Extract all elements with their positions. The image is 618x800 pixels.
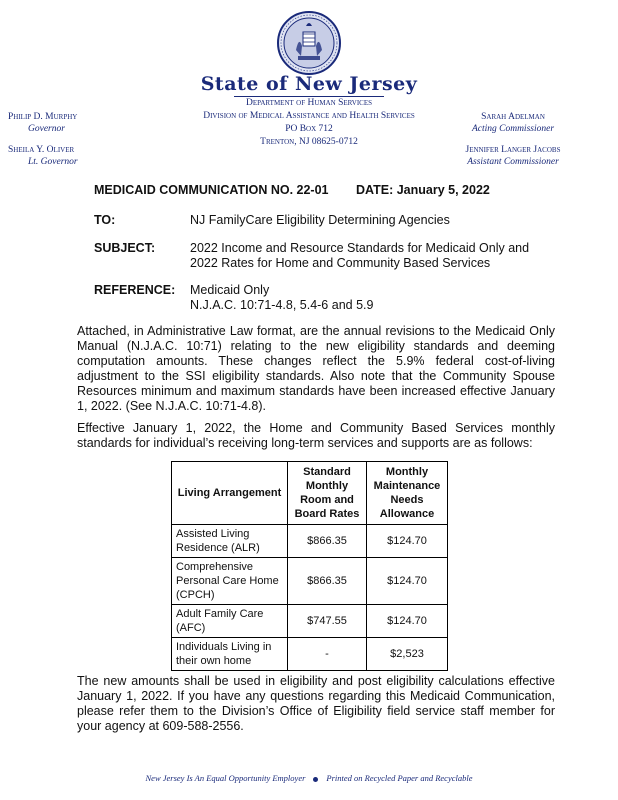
cell-arrangement: Assisted Living Residence (ALR): [172, 525, 288, 558]
paragraph-effective: Effective January 1, 2022, the Home and Community Based Services monthly standards for individual’s receiving long-term services and supports are as follows:: [77, 421, 555, 450]
paragraph-revisions: Attached, in Administrative Law format, are the annual revisions to the Medicaid Only Manual (N.J.A.C. 10:71) relating to the new eligibility standards and deeming computation amounts. These changes reflect the 5.9% federal cost-of-living adjustment to the SSI eligibility standards. Also note that the Community Spouse Resources minimum and maximum standards have been increased effective January 1, 2022. (See N.J.A.C. 10:71-4.8).: [77, 324, 555, 413]
po-box: PO Box 712: [285, 124, 333, 134]
header-room-board: Standard Monthly Room and Board Rates: [288, 462, 367, 525]
header-allowance: Monthly Maintenance Needs Allowance: [367, 462, 448, 525]
lt-governor-title: Lt. Governor: [28, 157, 78, 167]
footer-recycled: Printed on Recycled Paper and Recyclable: [326, 773, 473, 783]
table-row: [172, 638, 448, 671]
reference-value: [190, 283, 560, 313]
cell-allowance: $2,523: [367, 638, 448, 671]
cell-room-board: -: [288, 638, 367, 671]
cell-arrangement: Comprehensive Personal Care Home (CPCH): [172, 558, 288, 605]
cell-arrangement: Adult Family Care (AFC): [172, 605, 288, 638]
bullet-icon: [313, 777, 318, 782]
reference-line-2: N.J.A.C. 10:71-4.8, 5.4-6 and 5.9: [190, 298, 374, 312]
cell-arrangement: Individuals Living in their own home: [172, 638, 288, 671]
lt-governor-name: Sheila Y. Oliver: [8, 145, 75, 155]
reference-line-1: Medicaid Only: [190, 283, 270, 297]
governor-block: [8, 111, 78, 168]
to-value: NJ FamilyCare Eligibility Determining Agencies: [190, 213, 450, 227]
table-row: [172, 605, 448, 638]
cell-allowance: $124.70: [367, 525, 448, 558]
reference-label: REFERENCE:: [94, 283, 176, 297]
communication-number: MEDICAID COMMUNICATION NO. 22-01: [94, 183, 329, 197]
division-name: Division of Medical Assistance and Health Services: [203, 111, 415, 121]
rates-table: [171, 461, 448, 671]
state-seal-icon: [276, 10, 342, 76]
cell-room-board: $866.35: [288, 558, 367, 605]
table-row: [172, 558, 448, 605]
to-label: TO:: [94, 213, 116, 227]
table-header-row: [172, 462, 448, 525]
subject-value: 2022 Income and Resource Standards for Medicaid Only and 2022 Rates for Home and Community Based Services: [190, 241, 530, 270]
header-living-arrangement: Living Arrangement: [172, 462, 288, 525]
cell-room-board: $866.35: [288, 525, 367, 558]
state-title: State of New Jersey: [0, 73, 618, 97]
cell-room-board: $747.55: [288, 605, 367, 638]
city-zip: Trenton, NJ 08625-0712: [260, 137, 358, 147]
assistant-commissioner-name: Jennifer Langer Jacobs: [465, 145, 561, 155]
governor-name: Philip D. Murphy: [8, 112, 78, 122]
cell-allowance: $124.70: [367, 558, 448, 605]
assistant-commissioner-title: Assistant Commissioner: [467, 157, 559, 167]
memo-date: DATE: January 5, 2022: [356, 183, 490, 197]
department-name: Department of Human Services: [245, 98, 372, 108]
governor-title: Governor: [28, 124, 65, 134]
commissioner-title: Acting Commissioner: [471, 124, 555, 134]
commissioner-name: Sarah Adelman: [481, 112, 545, 122]
commissioner-block: [448, 111, 578, 168]
cell-allowance: $124.70: [367, 605, 448, 638]
footer: [0, 773, 618, 783]
paragraph-contact: The new amounts shall be used in eligibility and post eligibility calculations effective January 1, 2022. If you have any questions regarding this Medicaid Communication, please refer them to the Division’s Office of Eligibility field service staff member for your agency at 609-588-2556.: [77, 674, 555, 733]
footer-equal-opportunity: New Jersey Is An Equal Opportunity Employer: [145, 773, 306, 783]
table-row: [172, 525, 448, 558]
subject-label: SUBJECT:: [94, 241, 156, 255]
